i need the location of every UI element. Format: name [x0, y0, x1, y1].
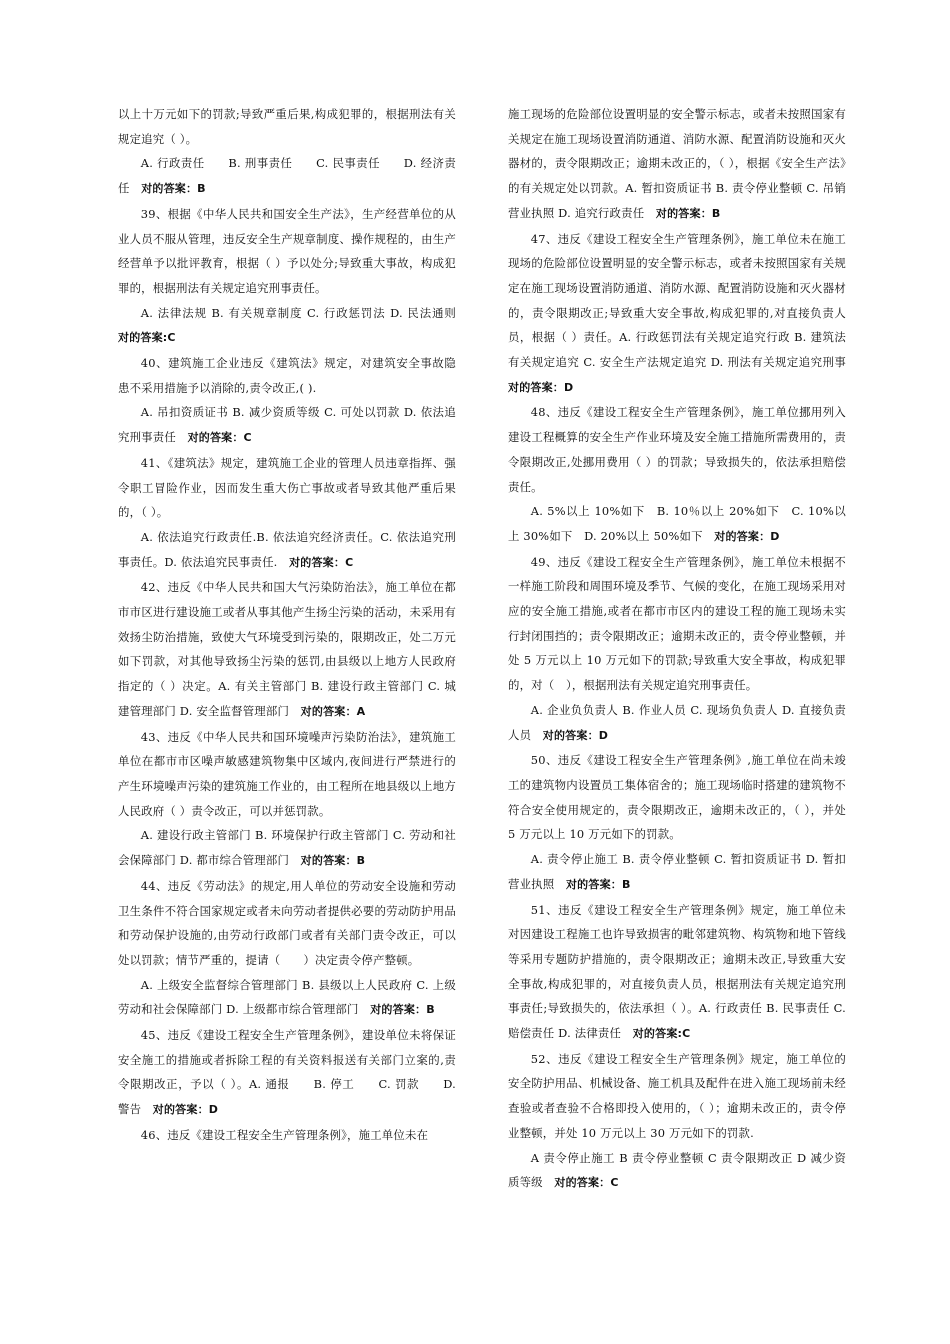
left-column: [118, 102, 456, 1148]
paragraph: [508, 550, 846, 698]
answer-label: 对的答案：B: [565, 877, 631, 891]
paragraph: [118, 973, 456, 1023]
paragraph: [118, 151, 456, 201]
paragraph-text: A. 上级安全监督综合管理部门 B. 县级以上人民政府 C. 上级劳动和社会保障部门 D. 上级都市综合管理部门: [118, 977, 456, 1017]
answer-label: 对的答案：C: [289, 555, 354, 569]
paragraph: [508, 1146, 846, 1196]
right-column: [508, 102, 846, 1196]
paragraph: [118, 202, 456, 301]
paragraph-text: A. 吊扣资质证书 B. 减少资质等级 C. 可处以罚款 D. 依法追究刑事责任: [118, 405, 456, 445]
answer-label: 对的答案:C: [632, 1027, 691, 1041]
paragraph-text: 50、违反《建设工程安全生产管理条例》,施工单位在尚未竣工的建筑物内设置员工集体宿舍的；施工现场临时搭建的建筑物不符合安全使用规定的，责令限期改正，逾期未改正的，（ ），并处 5 万元以上 10 万元如下的罚款。: [508, 753, 846, 842]
paragraph: [508, 102, 846, 227]
paragraph: [508, 1047, 846, 1146]
paragraph: [508, 499, 846, 549]
paragraph-text: 46、违反《建设工程安全生产管理条例》，施工单位未在: [140, 1127, 429, 1142]
paragraph: [118, 351, 456, 400]
paragraph: [508, 898, 846, 1047]
paragraph: [118, 823, 456, 873]
paragraph-text: 施工现场的危险部位设置明显的安全警示标志，或者未按照国家有关规定在施工现场设置消防通道、消防水源、配置消防设施和灭火器材的，责令限期改正；逾期未改正的，（ ），根据《安全生产法》的有关规定处以罚款。A. 暂扣资质证书 B. 责令停业整顿 C. 吊销营业执照 D. 追究行政责任: [508, 107, 846, 220]
paragraph-text: A. 法律法规 B. 有关规章制度 C. 行政惩罚法 D. 民法通则: [140, 305, 456, 320]
paragraph: [118, 1123, 456, 1148]
paragraph-text: A. 行政责任 B. 刑事责任 C. 民事责任 D. 经济责任: [118, 156, 456, 196]
paragraph: [118, 874, 456, 973]
answer-label: 对的答案：C: [554, 1176, 619, 1190]
paragraph-text: A. 企业负负责人 B. 作业人员 C. 现场负负责人 D. 直接负责人员: [508, 702, 846, 742]
answer-label: 对的答案：B: [300, 854, 366, 868]
paragraph: [508, 227, 846, 401]
paragraph-text: A. 建设行政主管部门 B. 环境保护行政主管部门 C. 劳动和社会保障部门 D. 都市综合管理部门: [118, 828, 456, 868]
answer-label: 对的答案：D: [152, 1103, 219, 1117]
paragraph-text: 51、违反《建设工程安全生产管理条例》规定，施工单位未对因建设工程施工也许导致损害的毗邻建筑物、构筑物和地下管线等采用专题防护措施的，责令限期改正；逾期未改正,导致重大安全事故,构成犯罪的，对直接负责人员，根据刑法有关规定追究刑事责任;导致损失的，依法承担（ ）。A. 行政责任 B. 民事责任 C. 赔偿责任 D. 法律责任: [508, 902, 846, 1041]
paragraph: [508, 698, 846, 748]
paragraph-text: 42、违反《中华人民共和国大气污染防治法》，施工单位在都市市区进行建设施工或者从事其他产生扬尘污染的活动，未采用有效扬尘防治措施，致使大气环境受到污染的，限期改正，处二万元如下罚款，对其他导致扬尘污染的惩罚,由县级以上地方人民政府指定的（ ）决定。A. 有关主管部门 B. 建设行政主管部门 C. 城建管理部门 D. 安全监督管理部门: [118, 580, 456, 718]
paragraph: [118, 301, 456, 351]
paragraph-text: 52、违反《建设工程安全生产管理条例》规定，施工单位的安全防护用品、机械设备、施工机具及配件在进入施工现场前未经查验或者查验不合格即投入使用的，（ ）；逾期未改正的，责令停业整顿，并处 10 万元以上 30 万元如下的罚款.: [508, 1051, 846, 1140]
paragraph-text: 40、建筑施工企业违反《建筑法》规定，对建筑安全事故隐患不采用措施予以消除的,责令改正,( ).: [118, 356, 456, 395]
paragraph: [508, 847, 846, 897]
paragraph-text: 44、违反《劳动法》的规定,用人单位的劳动安全设施和劳动卫生条件不符合国家规定或者未向劳动者提供必要的劳动防护用品和劳动保护设施的,由劳动行政部门或者有关部门责令改正，可以处以罚款；情节严重的，提请（ ）决定责令停产整顿。: [118, 878, 456, 967]
paragraph: [118, 575, 456, 724]
paragraph-text: A 责令停止施工 B 责令停业整顿 C 责令限期改正 D 减少资质等级: [508, 1150, 846, 1190]
answer-label: 对的答案：B: [655, 206, 721, 220]
paragraph-text: A. 依法追究行政责任.B. 依法追究经济责任。C. 依法追究刑事责任。D. 依法追究民事责任.: [118, 529, 456, 569]
paragraph-text: 39、根据《中华人民共和国安全生产法》，生产经营单位的从业人员不服从管理，违反安全生产规章制度、操作规程的，由生产经营单予以批评教育，根据（ ）予以处分;导致重大事故，构成犯罪的，根据刑法有关规定追究刑事责任。: [118, 206, 456, 295]
answer-label: 对的答案：B: [141, 182, 206, 196]
answer-label: 对的答案:C: [118, 331, 176, 345]
answer-label: 对的答案：C: [187, 431, 252, 445]
paragraph: [118, 1023, 456, 1123]
paragraph: [508, 400, 846, 499]
paragraph: [118, 725, 456, 824]
paragraph: [118, 525, 456, 575]
paragraph-text: 49、违反《建设工程安全生产管理条例》，施工单位未根据不一样施工阶段和周围环境及季节、气候的变化，在施工现场采用对应的安全施工措施,或者在都市市区内的建设工程的施工现场未实行封闭围挡的；责令限期改正；逾期未改正的，责令停业整顿，并处 5 万元以上 10 万元如下的罚款;导致重大安全事故，构成犯罪的，对（ ），根据刑法有关规定追究刑事责任。: [508, 554, 846, 693]
paragraph: [508, 748, 846, 847]
paragraph-text: A. 责令停止施工 B. 责令停业整顿 C. 暂扣资质证书 D. 暂扣营业执照: [508, 852, 846, 891]
paragraph: [118, 400, 456, 450]
answer-label: 对的答案：B: [370, 1003, 435, 1017]
answer-label: 对的答案：D: [714, 529, 780, 543]
paragraph-text: 45、违反《建设工程安全生产管理条例》，建设单位未将保证安全施工的措施或者拆除工程的有关资料报送有关部门立案的,责令限期改正，予以（ ）。A. 通报 B. 停工 C. 罚款 D. 警告: [118, 1028, 456, 1117]
paragraph: [118, 102, 456, 151]
answer-label: 对的答案：A: [300, 704, 366, 718]
paragraph-text: A. 5%以上 10%如下 B. 10％以上 20%如下 C. 10%以上 30%如下 D. 20%以上 50%如下: [508, 504, 846, 543]
answer-label: 对的答案：D: [508, 380, 574, 394]
paragraph-text: 47、违反《建设工程安全生产管理条例》，施工单位未在施工现场的危险部位设置明显的安全警示标志，或者未按照国家有关规定在施工现场设置消防通道、消防水源、配置消防设施和灭火器材的，责令限期改正;导致重大安全事故,构成犯罪的,对直接负责人员，根据（ ）责任。A. 行政惩罚法有关规定追究行政 B. 建筑法有关规定追究 C. 安全生产法规定追究 D. 刑法有关规定追究刑事: [508, 231, 846, 370]
answer-label: 对的答案：D: [542, 728, 609, 742]
paragraph-text: 43、违反《中华人民共和国环境噪声污染防治法》，建筑施工单位在都市市区噪声敏感建筑物集中区域内,夜间进行严禁进行的产生环境噪声污染的建筑施工作业的，由工程所在地县级以上地方人民政府（ ）责令改正，可以并惩罚款。: [118, 729, 456, 818]
paragraph-text: 以上十万元如下的罚款;导致严重后果,构成犯罪的，根据刑法有关规定追究（ ）。: [118, 107, 456, 146]
paragraph-text: 41、《建筑法》规定，建筑施工企业的管理人员违章指挥、强令职工冒险作业，因而发生重大伤亡事故或者导致其他严重后果的，（ ）。: [118, 455, 456, 520]
paragraph-text: 48、违反《建设工程安全生产管理条例》，施工单位挪用列入建设工程概算的安全生产作业环境及安全施工措施所需费用的，责令限期改正,处挪用费用（ ）的罚款；导致损失的，依法承担赔偿责任。: [508, 405, 846, 494]
paragraph: [118, 451, 456, 525]
